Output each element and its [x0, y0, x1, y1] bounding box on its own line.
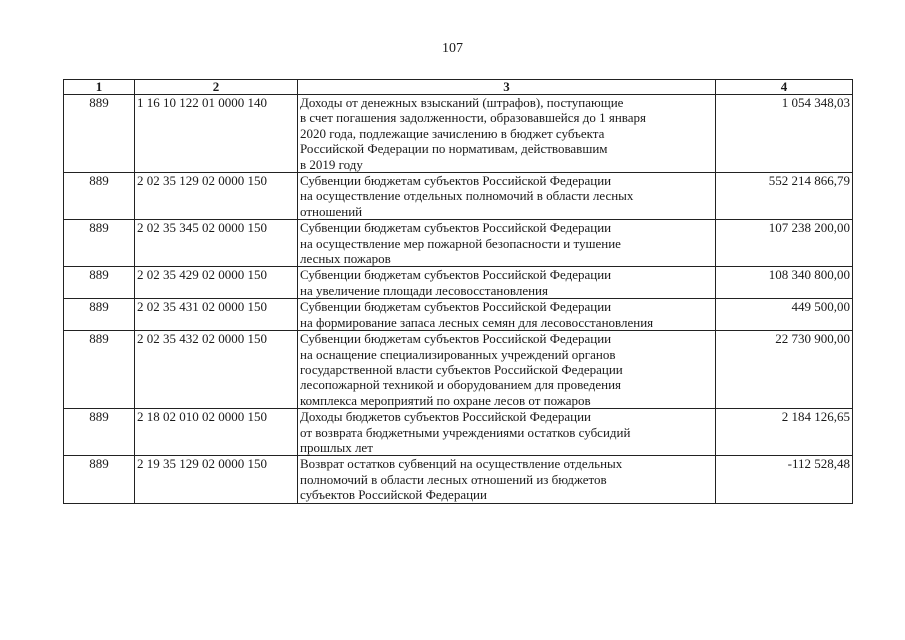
budget-code-cell: 2 02 35 129 02 0000 150: [135, 173, 298, 220]
table-row: [64, 173, 853, 220]
description-line: Российской Федерации по нормативам, действовавшим: [300, 141, 608, 157]
description-line: отношений: [300, 203, 363, 219]
description-line: лесопожарной техникой и оборудованием для проведения: [300, 377, 622, 393]
description-line: в счет погашения задолженности, образовавшейся до 1 января: [300, 110, 647, 126]
amount-cell: 22 730 900,00: [716, 331, 853, 409]
description-cell: [298, 267, 716, 299]
admin-code-cell: 889: [64, 173, 135, 220]
amount-cell: 449 500,00: [716, 299, 853, 331]
description-cell: [298, 173, 716, 220]
table-row: [64, 220, 853, 267]
header-col-1: 1: [64, 80, 135, 95]
description-cell: [298, 299, 716, 331]
description-cell: [298, 220, 716, 267]
description-line: на осуществление мер пожарной безопасности и тушение: [300, 235, 621, 251]
description-line: Субвенции бюджетам субъектов Российской Федерации: [300, 267, 612, 283]
header-col-4: 4: [716, 80, 853, 95]
admin-code-cell: 889: [64, 267, 135, 299]
table-row: [64, 95, 853, 173]
admin-code-cell: 889: [64, 331, 135, 409]
amount-cell: 1 054 348,03: [716, 95, 853, 173]
amount-cell: 107 238 200,00: [716, 220, 853, 267]
budget-code-cell: 1 16 10 122 01 0000 140: [135, 95, 298, 173]
description-cell: [298, 456, 716, 503]
amount-cell: -112 528,48: [716, 456, 853, 503]
budget-code-cell: 2 02 35 345 02 0000 150: [135, 220, 298, 267]
description-line: комплекса мероприятий по охране лесов от пожаров: [300, 392, 591, 408]
budget-code-cell: 2 02 35 429 02 0000 150: [135, 267, 298, 299]
table-header: [64, 80, 853, 95]
description-line: лесных пожаров: [300, 251, 391, 267]
table-row: [64, 456, 853, 503]
budget-code-cell: 2 18 02 010 02 0000 150: [135, 409, 298, 456]
description-line: на оснащение специализированных учреждений органов: [300, 346, 616, 362]
description-line: в 2019 году: [300, 156, 363, 172]
description-line: на формирование запаса лесных семян для лесовосстановления: [300, 314, 654, 330]
description-line: от возврата бюджетными учреждениями остатков субсидий: [300, 424, 631, 440]
description-line: прошлых лет: [300, 439, 373, 455]
admin-code-cell: 889: [64, 299, 135, 331]
header-col-2: 2: [135, 80, 298, 95]
table-row: [64, 299, 853, 331]
header-col-3: 3: [298, 80, 716, 95]
description-cell: [298, 331, 716, 409]
description-cell: [298, 95, 716, 173]
description-cell: [298, 409, 716, 456]
page-number: 107: [442, 41, 463, 56]
description-line: 2020 года, подлежащие зачислению в бюджет субъекта: [300, 125, 605, 141]
budget-code-cell: 2 02 35 432 02 0000 150: [135, 331, 298, 409]
amount-cell: 108 340 800,00: [716, 267, 853, 299]
description-line: на увеличение площади лесовосстановления: [300, 282, 548, 298]
table-body: [64, 95, 853, 504]
admin-code-cell: 889: [64, 95, 135, 173]
description-line: Субвенции бюджетам субъектов Российской Федерации: [300, 331, 612, 347]
description-line: на осуществление отдельных полномочий в области лесных: [300, 188, 634, 204]
admin-code-cell: 889: [64, 409, 135, 456]
description-line: Возврат остатков субвенций на осуществление отдельных: [300, 456, 623, 472]
description-line: полномочий в области лесных отношений из бюджетов: [300, 471, 607, 487]
table-row: [64, 409, 853, 456]
budget-code-cell: 2 02 35 431 02 0000 150: [135, 299, 298, 331]
description-line: Субвенции бюджетам субъектов Российской Федерации: [300, 299, 612, 315]
table-row: [64, 267, 853, 299]
description-line: Доходы бюджетов субъектов Российской Федерации: [300, 409, 591, 425]
table-row: [64, 331, 853, 409]
amount-cell: 2 184 126,65: [716, 409, 853, 456]
header-row: [64, 80, 853, 95]
description-line: государственной власти субъектов Российской Федерации: [300, 361, 623, 377]
description-line: Доходы от денежных взысканий (штрафов), поступающие: [300, 95, 624, 110]
description-line: Субвенции бюджетам субъектов Российской Федерации: [300, 220, 612, 236]
budget-code-cell: 2 19 35 129 02 0000 150: [135, 456, 298, 503]
description-line: субъектов Российской Федерации: [300, 487, 487, 503]
admin-code-cell: 889: [64, 220, 135, 267]
admin-code-cell: 889: [64, 456, 135, 503]
revenue-table: [63, 79, 853, 504]
amount-cell: 552 214 866,79: [716, 173, 853, 220]
description-line: Субвенции бюджетам субъектов Российской Федерации: [300, 173, 612, 189]
